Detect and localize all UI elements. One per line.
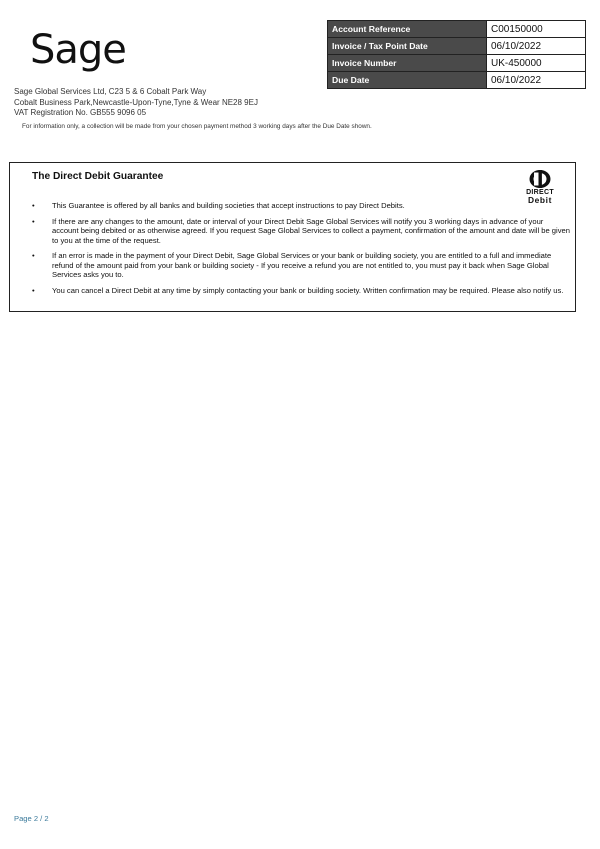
company-line: Cobalt Business Park,Newcastle-Upon-Tyne,Tyne & Wear NE28 9EJ — [14, 97, 258, 107]
guarantee-text: If an error is made in the payment of your Direct Debit, Sage Global Services or your bank or building society, you are entitled to a full and immediate refund of the amount paid from your bank or building society - If you receive a refund you are not entitled to, you must pay it back when Sage Global Services asks you to. — [52, 251, 552, 279]
reference-table — [327, 20, 586, 89]
guarantee-text: This Guarantee is offered by all banks and building societies that accept instructions to pay Direct Debits. — [52, 201, 405, 210]
direct-debit-guarantee-box — [9, 162, 576, 312]
guarantee-text: If there are any changes to the amount, date or interval of your Direct Debit Sage Global Services will notify you 3 working days in advance of your account being debited or as otherwise agreed. If you request Sage Global Services to collect a payment, confirmation of the amount and date will be given to you at the time of the request. — [52, 216, 570, 245]
table-row — [328, 21, 586, 38]
bullet-icon: • — [32, 251, 35, 260]
direct-debit-logo-icon — [528, 169, 552, 189]
list-item — [30, 217, 570, 246]
table-row — [328, 55, 586, 72]
bullet-icon: • — [32, 216, 35, 226]
bullet-icon: • — [32, 201, 35, 210]
invoice-number-label: Invoice Number — [328, 55, 487, 72]
sage-logo: Sage — [30, 27, 126, 73]
list-item — [30, 286, 570, 296]
list-item — [30, 251, 570, 280]
due-date-value: 06/10/2022 — [487, 72, 586, 89]
direct-debit-logo-text: Debit — [528, 195, 552, 205]
invoice-date-value: 06/10/2022 — [487, 38, 586, 55]
account-reference-value: C00150000 — [487, 21, 586, 38]
page-number: Page 2 / 2 — [14, 814, 49, 823]
company-address — [14, 87, 258, 119]
table-row — [328, 38, 586, 55]
collection-notice: For information only, a collection will be made from your chosen payment method 3 working days after the Due Date shown. — [22, 123, 372, 130]
account-reference-label: Account Reference — [328, 21, 487, 38]
list-item — [30, 201, 570, 211]
bullet-icon: • — [32, 285, 35, 295]
due-date-label: Due Date — [328, 72, 487, 89]
guarantee-list — [30, 201, 570, 301]
guarantee-text: You can cancel a Direct Debit at any time by simply contacting your bank or building society. Written confirmation may be required. Please also notify us. — [52, 285, 564, 295]
company-line: VAT Registration No. GB555 9096 05 — [14, 108, 147, 117]
guarantee-title: The Direct Debit Guarantee — [32, 171, 164, 182]
invoice-number-value: UK-450000 — [487, 55, 586, 72]
direct-debit-logo-text: DIRECT — [526, 189, 554, 196]
invoice-date-label: Invoice / Tax Point Date — [328, 38, 487, 55]
table-row — [328, 72, 586, 89]
direct-debit-logo — [519, 169, 561, 204]
company-line: Sage Global Services Ltd, C23 5 & 6 Cobalt Park Way — [14, 87, 207, 96]
